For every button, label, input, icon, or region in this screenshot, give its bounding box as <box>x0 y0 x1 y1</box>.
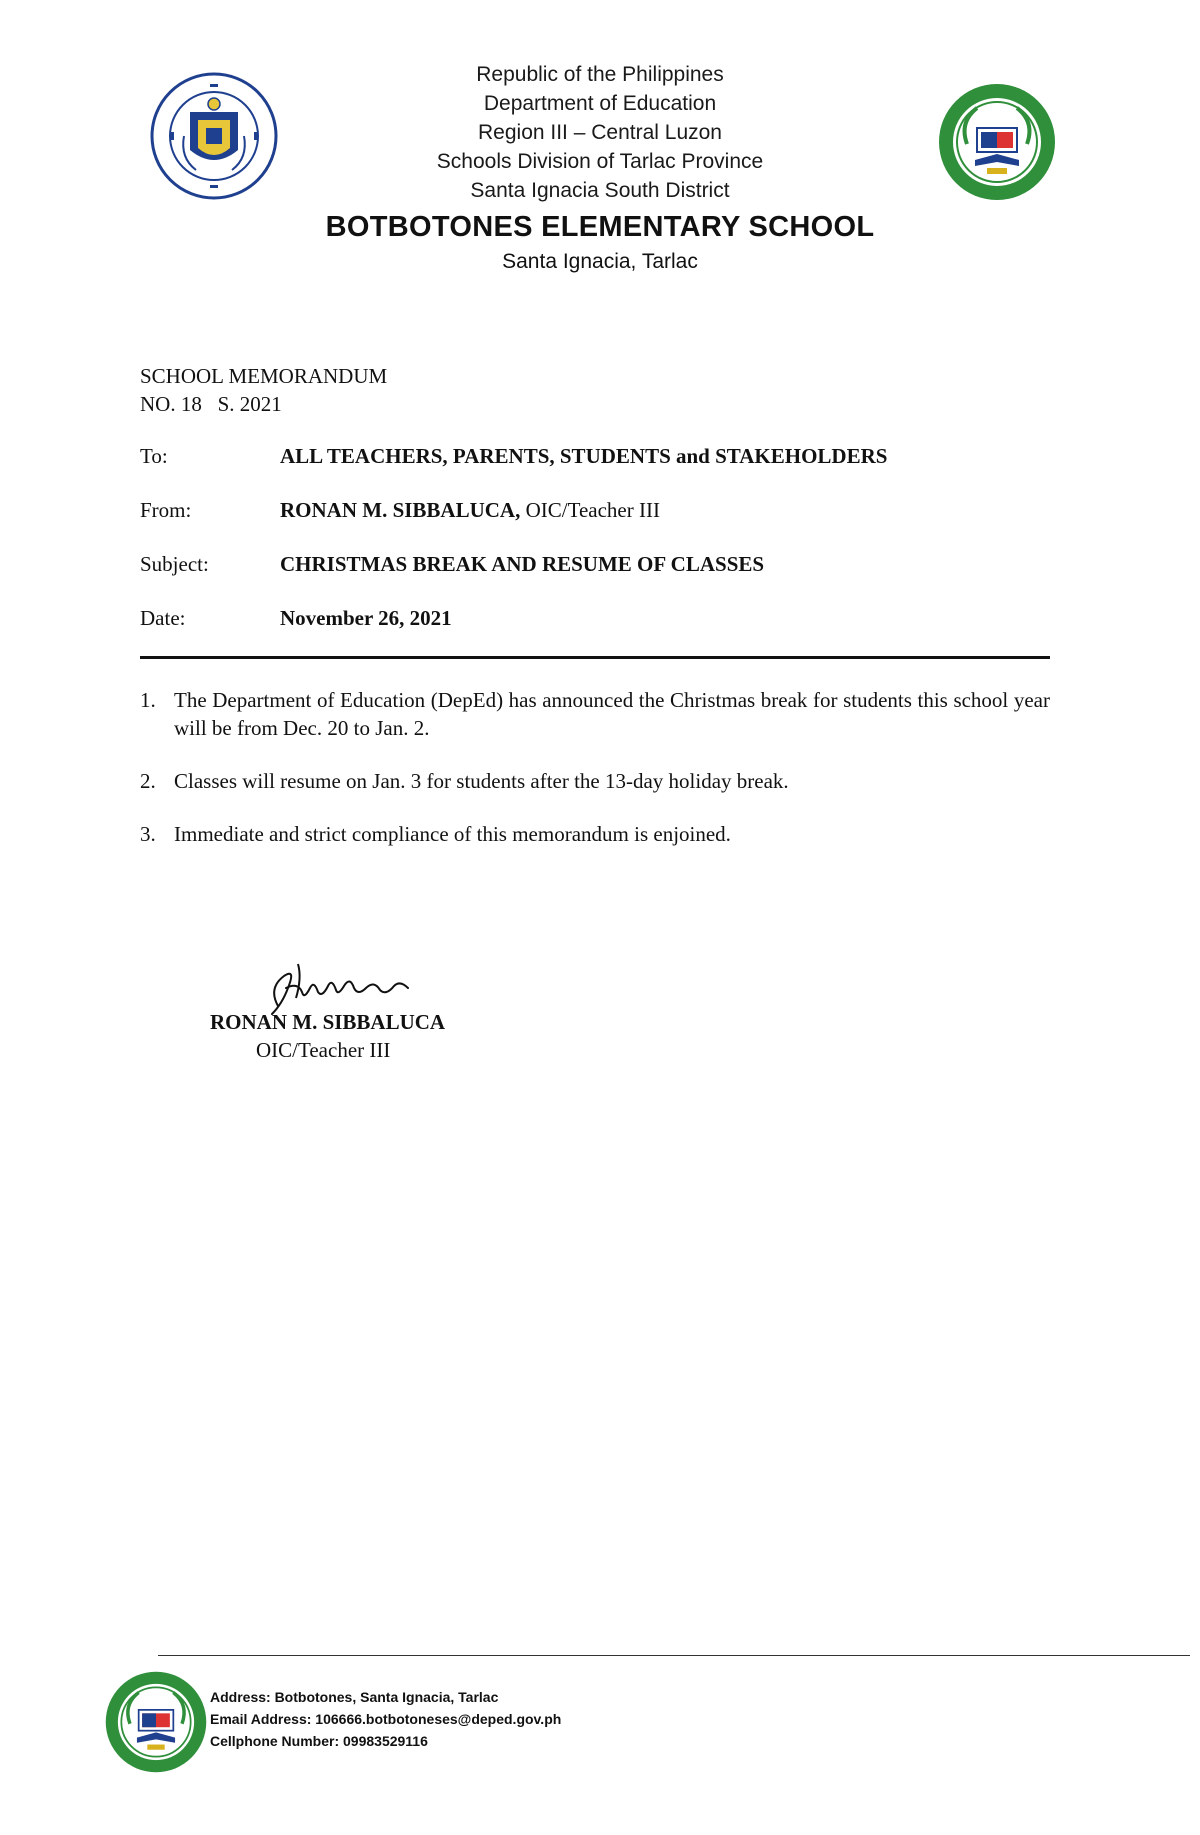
heading-divider <box>140 656 1050 659</box>
subject-label: Subject: <box>140 552 209 576</box>
school-seal-icon <box>937 82 1057 202</box>
footer-school-seal-icon <box>104 1670 208 1774</box>
to-label: To: <box>140 444 168 468</box>
memo-paragraph <box>140 767 1050 795</box>
memo-paragraph <box>140 686 1050 742</box>
paragraph-number: 1. <box>140 688 156 712</box>
subject-value: CHRISTMAS BREAK AND RESUME OF CLASSES <box>280 552 765 576</box>
letterhead-line-republic: Republic of the Philippines <box>476 63 724 86</box>
footer-contact <box>210 1686 561 1752</box>
from-label: From: <box>140 498 192 522</box>
from-value <box>280 496 660 524</box>
signatory-position: OIC/Teacher III <box>256 1038 391 1062</box>
memo-heading <box>140 362 387 418</box>
signatory-name: RONAN M. SIBBALUCA <box>210 1010 446 1034</box>
school-address: Santa Ignacia, Tarlac <box>502 250 698 273</box>
memo-title: SCHOOL MEMORANDUM <box>140 364 388 388</box>
letterhead-line-district: Santa Ignacia South District <box>470 179 730 202</box>
memo-body <box>140 686 1050 873</box>
date-value: November 26, 2021 <box>280 606 452 630</box>
paragraph-number: 3. <box>140 822 156 846</box>
paragraph-text: Classes will resume on Jan. 3 for students after the 13-day holiday break. <box>174 769 789 793</box>
footer-divider <box>158 1655 1190 1656</box>
footer-address: Address: Botbotones, Santa Ignacia, Tarlac <box>210 1689 499 1705</box>
date-label: Date: <box>140 606 186 630</box>
school-name: BOTBOTONES ELEMENTARY SCHOOL <box>325 211 875 243</box>
paragraph-text: The Department of Education (DepEd) has announced the Christmas break for students this school year will be from Dec. 20 to Jan. 2. <box>174 688 1050 740</box>
paragraph-number: 2. <box>140 769 156 793</box>
to-value: ALL TEACHERS, PARENTS, STUDENTS and STAKEHOLDERS <box>280 444 888 468</box>
memo-number: NO. 18 S. 2021 <box>140 392 282 416</box>
letterhead-line-division: Schools Division of Tarlac Province <box>436 150 764 173</box>
footer-phone: Cellphone Number: 09983529116 <box>210 1733 428 1749</box>
from-position: OIC/Teacher III <box>520 498 660 522</box>
from-name: RONAN M. SIBBALUCA, <box>280 498 521 522</box>
letterhead-line-region: Region III – Central Luzon <box>478 121 722 144</box>
footer-email: Email Address: 106666.botbotoneses@deped.gov.ph <box>210 1711 562 1727</box>
letterhead-line-department: Department of Education <box>483 92 717 115</box>
memo-paragraph <box>140 820 1050 848</box>
paragraph-text: Immediate and strict compliance of this memorandum is enjoined. <box>174 822 731 846</box>
